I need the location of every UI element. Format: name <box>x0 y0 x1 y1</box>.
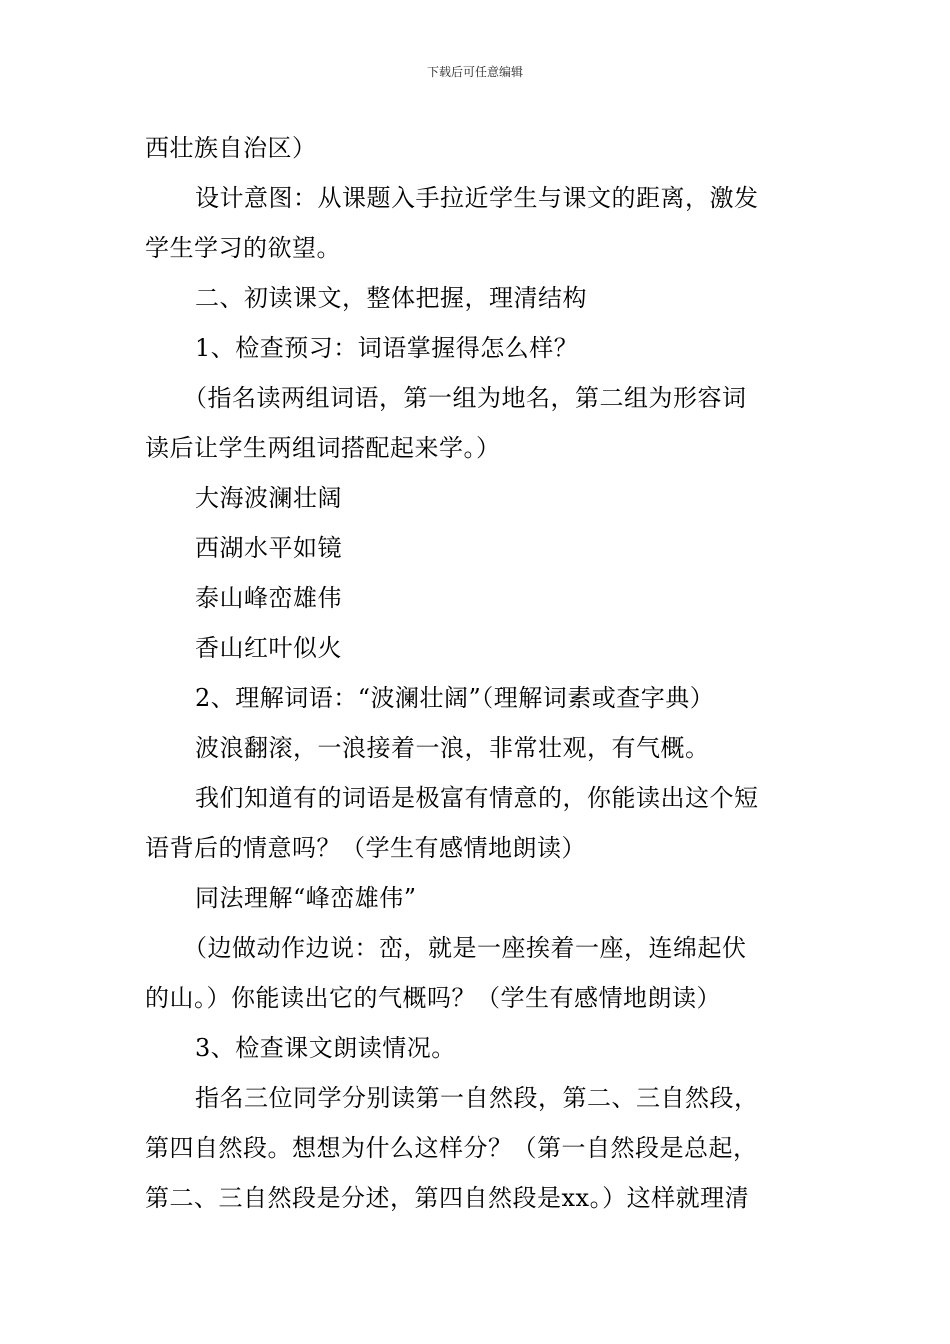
text-line: 同法理解“峰峦雄伟” <box>195 884 417 912</box>
text-line: 指名三位同学分别读第一自然段，第二、三自然段， <box>195 1084 759 1112</box>
text-line: （边做动作边说：峦，就是一座挨着一座，连绵起伏 <box>183 934 747 962</box>
text-line: 3、检查课文朗读情况。 <box>195 1034 456 1062</box>
text-line: 第二、三自然段是分述，第四自然段是xx。）这样就理清 <box>145 1184 750 1212</box>
text-line: 读后让学生两组词搭配起来学。） <box>145 434 501 462</box>
text-line: 设计意图：从课题入手拉近学生与课文的距离，激发 <box>195 184 759 212</box>
document-body <box>145 123 810 1223</box>
text-line: 2、理解词语：“波澜壮阔”（理解词素或查字典） <box>195 684 715 712</box>
text-line: 西壮族自治区） <box>145 134 317 162</box>
text-line: 我们知道有的词语是极富有情意的，你能读出这个短 <box>195 784 759 812</box>
word-item: 泰山峰峦雄伟 <box>195 584 342 612</box>
text-line: 1、检查预习：词语掌握得怎么样？ <box>195 334 579 362</box>
word-item: 大海波澜壮阔 <box>195 484 342 512</box>
text-line: 的山。）你能读出它的气概吗？（学生有感情地朗读） <box>145 984 721 1012</box>
text-line: （指名读两组词语，第一组为地名，第二组为形容词 <box>183 384 747 412</box>
text-line: 波浪翻滚，一浪接着一浪，非常壮观，有气概。 <box>195 734 710 762</box>
text-line: 语背后的情意吗？（学生有感情地朗读） <box>145 834 586 862</box>
text-line: 学生学习的欲望。 <box>145 234 341 262</box>
page-header: 下载后可任意编辑 <box>426 65 523 79</box>
text-line: 第四自然段。想想为什么这样分？（第一自然段是总起， <box>145 1134 758 1162</box>
word-item: 西湖水平如镜 <box>195 534 342 562</box>
word-item: 香山红叶似火 <box>195 634 342 662</box>
section-heading: 二、初读课文，整体把握，理清结构 <box>195 284 587 312</box>
